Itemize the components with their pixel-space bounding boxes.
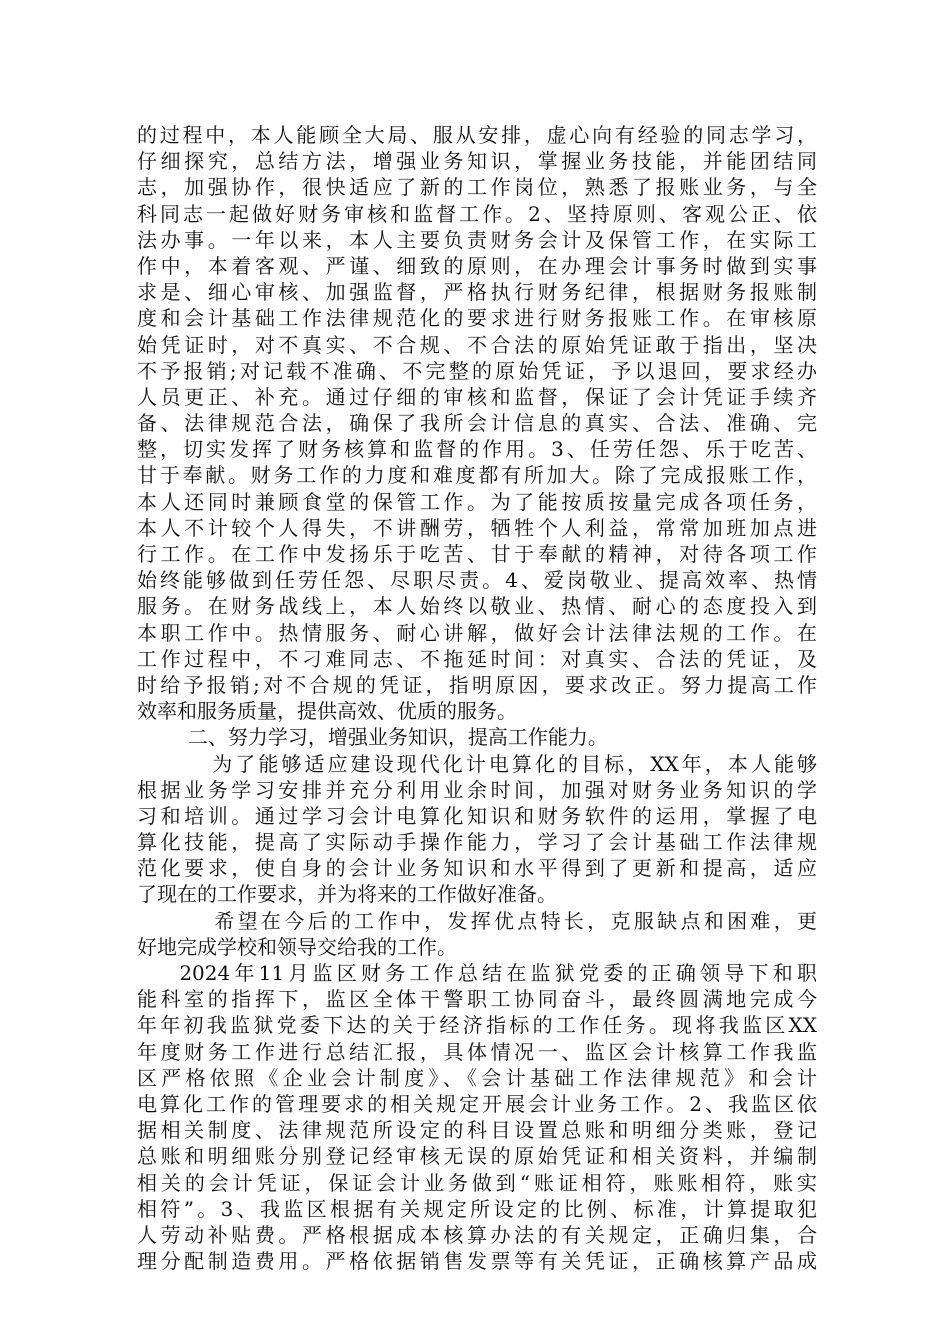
text-line: 人劳动补贴费。严格根据成本核算办法的有关规定，正确归集，合 bbox=[137, 1222, 817, 1247]
text-line: 仔细探究，总结方法，增强业务知识，掌握业务技能，并能团结同 bbox=[137, 149, 817, 174]
text-line: 不予报销;对记载不准确、不完整的原始凭证，予以退回，要求经办 bbox=[137, 358, 817, 383]
text-line: 人员更正、补充。通过仔细的审核和监督，保证了会计凭证手续齐 bbox=[137, 384, 817, 409]
text-line: 了现在的工作要求，并为将来的工作做好准备。 bbox=[137, 882, 557, 907]
text-line: 时给予报销;对不合规的凭证，指明原因，要求改正。努力提高工作 bbox=[137, 672, 817, 697]
text-line: 理分配制造费用。严格依据销售发票等有关凭证，正确核算产品成 bbox=[137, 1249, 817, 1274]
text-line: 根据业务学习安排并充分利用业余时间，加强对财务业务知识的学 bbox=[137, 777, 817, 802]
text-line: 希望在今后的工作中，发挥优点特长，克服缺点和困难，更 bbox=[137, 908, 817, 933]
text-line: 相关的会计凭证，保证会计业务做到“账证相符，账账相符，账实 bbox=[137, 1170, 817, 1195]
text-line: 服务。在财务战线上，本人始终以敬业、热情、耐心的态度投入到 bbox=[137, 594, 817, 619]
text-line: 整，切实发挥了财务核算和监督的作用。3、任劳任怨、乐于吃苦、 bbox=[137, 437, 817, 462]
text-line: 的过程中，本人能顾全大局、服从安排，虚心向有经验的同志学习， bbox=[137, 123, 817, 147]
text-line: 区严格依照《企业会计制度》、《会计基础工作法律规范》和会计 bbox=[137, 1065, 817, 1090]
text-line: 始凭证时，对不真实、不合规、不合法的原始凭证敢于指出，坚决 bbox=[137, 332, 817, 357]
text-line: 效率和服务质量，提供高效、优质的服务。 bbox=[137, 699, 517, 724]
text-line: 习和培训。通过学习会计电算化知识和财务软件的运用，掌握了电 bbox=[137, 803, 817, 828]
text-line: 工作过程中，不刁难同志、不拖延时间：对真实、合法的凭证，及 bbox=[137, 646, 817, 671]
text-line: 始终能够做到任劳任怨、尽职尽责。4、爱岗敬业、提高效率、热情 bbox=[137, 568, 817, 593]
text-line: 算化技能，提高了实际动手操作能力，学习了会计基础工作法律规 bbox=[137, 830, 817, 855]
text-line: 为了能够适应建设现代化计电算化的目标，XX年，本人能够 bbox=[137, 751, 817, 776]
text-line: 志，加强协作，很快适应了新的工作岗位，熟悉了报账业务，与全 bbox=[137, 175, 817, 200]
text-line: 据相关制度、法律规范所设定的科目设置总账和明细分类账，登记 bbox=[137, 1118, 817, 1143]
text-line: 电算化工作的管理要求的相关规定开展会计业务工作。2、我监区依 bbox=[137, 1091, 817, 1116]
text-line: 甘于奉献。财务工作的力度和难度都有所加大。除了完成报账工作， bbox=[137, 463, 817, 488]
text-line: 度和会计基础工作法律规范化的要求进行财务报账工作。在审核原 bbox=[137, 306, 817, 331]
document-body-text bbox=[137, 122, 817, 1274]
text-line: 备、法律规范合法，确保了我所会计信息的真实、合法、准确、完 bbox=[137, 411, 817, 436]
text-line: 本人还同时兼顾食堂的保管工作。为了能按质按量完成各项任务， bbox=[137, 489, 817, 514]
text-line: 总账和明细账分别登记经审核无误的原始凭证和相关资料，并编制 bbox=[137, 1144, 817, 1169]
text-line: 年度财务工作进行总结汇报，具体情况一、监区会计核算工作我监 bbox=[137, 1039, 817, 1064]
text-line: 相符”。3、我监区根据有关规定所设定的比例、标准，计算提取犯 bbox=[137, 1196, 817, 1221]
text-line: 科同志一起做好财务审核和监督工作。2、坚持原则、客观公正、依 bbox=[137, 201, 817, 226]
text-line: 求是、细心审核、加强监督，严格执行财务纪律，根据财务报账制 bbox=[137, 280, 817, 305]
text-line: 二、努力学习，增强业务知识，提高工作能力。 bbox=[137, 725, 608, 750]
text-line: 范化要求，使自身的会计业务知识和水平得到了更新和提高，适应 bbox=[137, 856, 817, 881]
text-line: 能科室的指挥下，监区全体干警职工协同奋斗，最终圆满地完成今 bbox=[137, 987, 817, 1012]
text-line: 2024年11月监区财务工作总结在监狱党委的正确领导下和职 bbox=[137, 961, 817, 985]
text-line: 年年初我监狱党委下达的关于经济指标的工作任务。现将我监区XX bbox=[137, 1013, 817, 1038]
text-line: 本职工作中。热情服务、耐心讲解，做好会计法律法规的工作。在 bbox=[137, 620, 817, 645]
text-line: 好地完成学校和领导交给我的工作。 bbox=[137, 934, 457, 959]
text-line: 法办事。一年以来，本人主要负责财务会计及保管工作，在实际工 bbox=[137, 227, 817, 252]
text-line: 作中，本着客观、严谨、细致的原则，在办理会计事务时做到实事 bbox=[137, 253, 817, 278]
text-line: 行工作。在工作中发扬乐于吃苦、甘于奉献的精神，对待各项工作 bbox=[137, 542, 817, 566]
text-line: 本人不计较个人得失，不讲酬劳，牺牲个人利益，常常加班加点进 bbox=[137, 515, 817, 540]
